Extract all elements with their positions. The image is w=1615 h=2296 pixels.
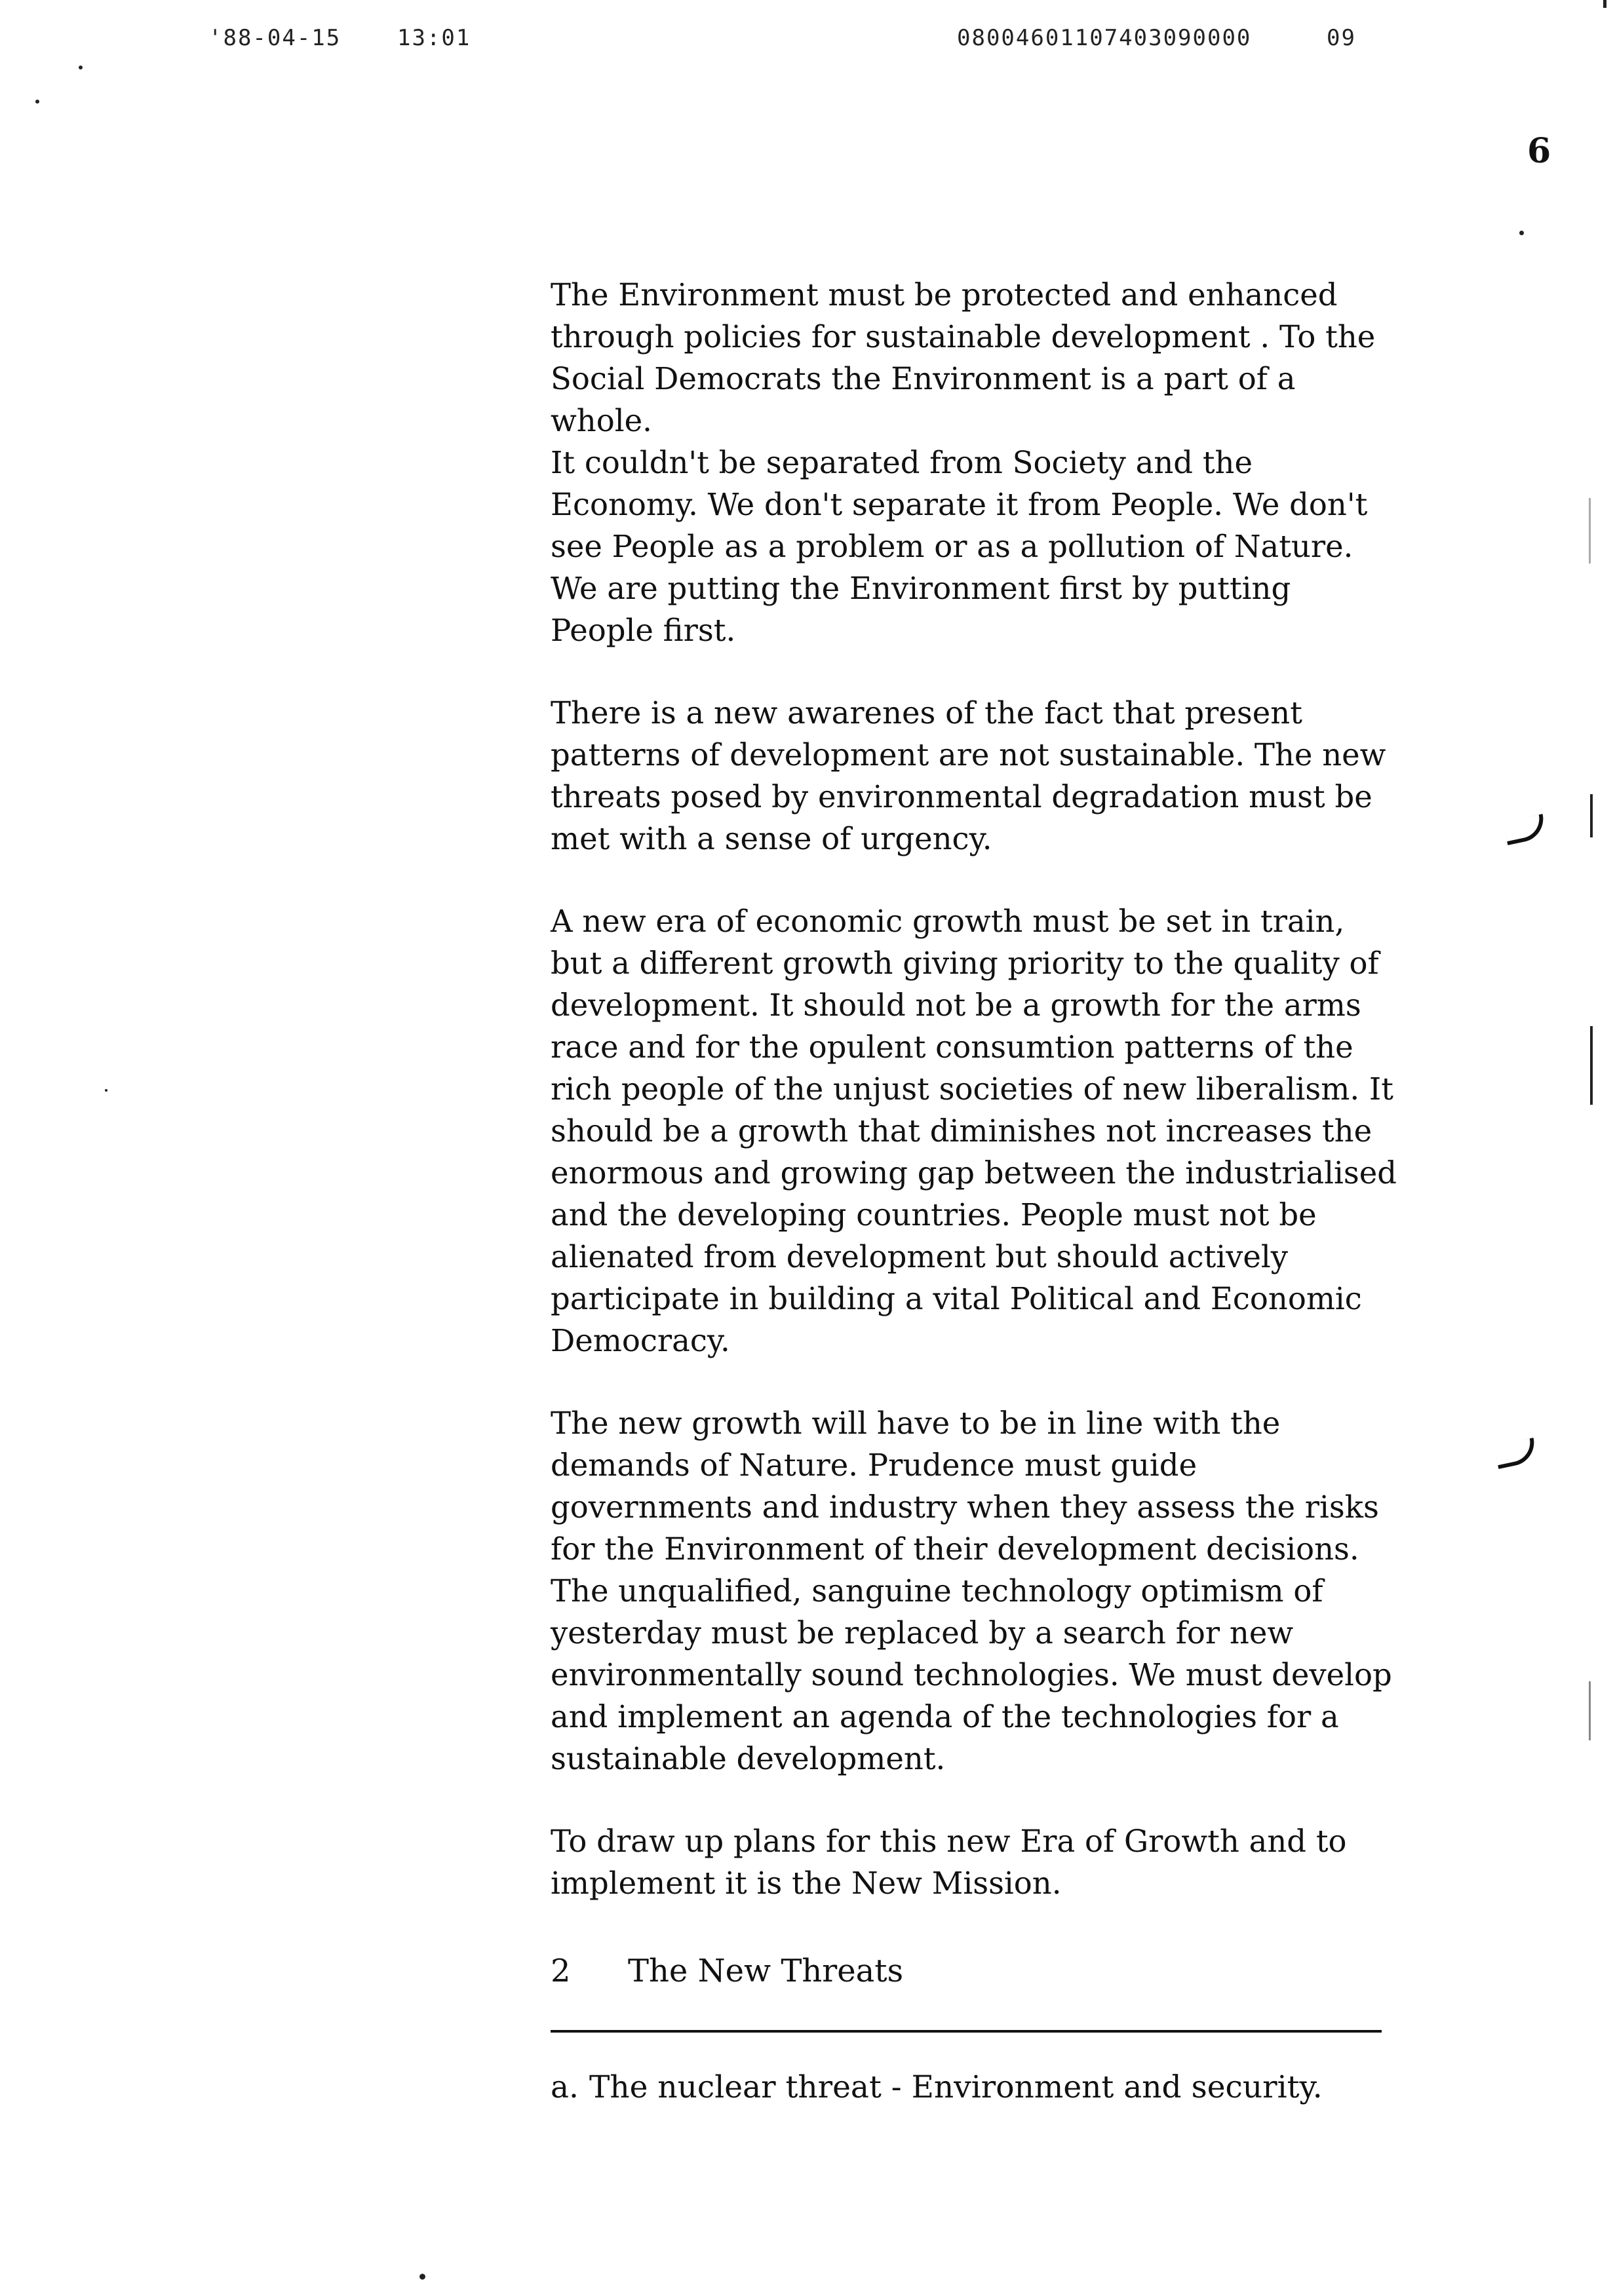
section-divider — [551, 2030, 1382, 2033]
scan-speck — [105, 1089, 107, 1092]
scan-edge-mark — [1590, 1026, 1593, 1105]
scan-edge-mark — [1589, 1681, 1591, 1740]
scan-speck — [419, 2274, 425, 2280]
fax-page: 09 — [1327, 25, 1356, 51]
scan-speck — [79, 66, 83, 69]
subsection-heading — [551, 2067, 1403, 2109]
page-number: 6 — [1527, 131, 1551, 171]
paragraph-environment: The Environment must be protected and enhanced through policies for sustainable development . To the Social Democrats the Environment is a part of a whole. It couldn't be separated from Society and the Economy. We don't separate it from People. We don't see People as a problem or as a pollution of Nature. We are putting the Environment first by putting People first. — [551, 277, 1376, 648]
scan-edge-mark — [1589, 498, 1591, 564]
fax-time: 13:01 — [397, 25, 471, 51]
scan-speck — [1603, 0, 1606, 8]
subsection-title: The nuclear threat - Environment and security. — [589, 2069, 1323, 2105]
scan-speck — [35, 100, 39, 104]
paragraph-new-mission: To draw up plans for this new Era of Growth and to implement it is the New Mission. — [551, 1824, 1347, 1901]
subsection-letter: a. — [551, 2069, 579, 2105]
paragraph-new-era: A new era of economic growth must be set in train, but a different growth giving priority to the quality of development. It should not be a growth for the arms race and for the opulent consumtion patterns of the rich people of the unjust societies of new liberalism. It should be a growth that diminishes not increases the enormous and growing gap between the industrialised and the developing countries. People must not be alienated from development but should actively participate in building a vital Political and Economic Democracy. — [551, 904, 1397, 1358]
margin-tick-mark — [1503, 814, 1547, 845]
fax-code: 08004601107403090000 — [957, 25, 1252, 51]
fax-header — [0, 25, 1615, 64]
scan-speck — [1519, 231, 1524, 235]
paragraph-awareness: There is a new awarenes of the fact that present patterns of development are not sustainable. The new threats posed by environmental degradation must be met with a sense of urgency. — [551, 695, 1386, 856]
section-number: 2 — [551, 1953, 571, 1989]
document-body — [551, 274, 1403, 2109]
scan-edge-mark — [1590, 794, 1593, 837]
section-heading — [551, 1950, 1403, 1992]
section-title: The New Threats — [628, 1953, 904, 1989]
margin-tick-mark — [1494, 1438, 1538, 1469]
fax-date: '88-04-15 — [208, 25, 341, 51]
paragraph-new-growth: The new growth will have to be in line with the demands of Nature. Prudence must guide governments and industry when they assess the risks for the Environment of their development decisions. The unqualified, sanguine technology optimism of yesterday must be replaced by a search for new environmentally sound technologies. We must develop and implement an agenda of the technologies for a sustainable development. — [551, 1406, 1392, 1776]
